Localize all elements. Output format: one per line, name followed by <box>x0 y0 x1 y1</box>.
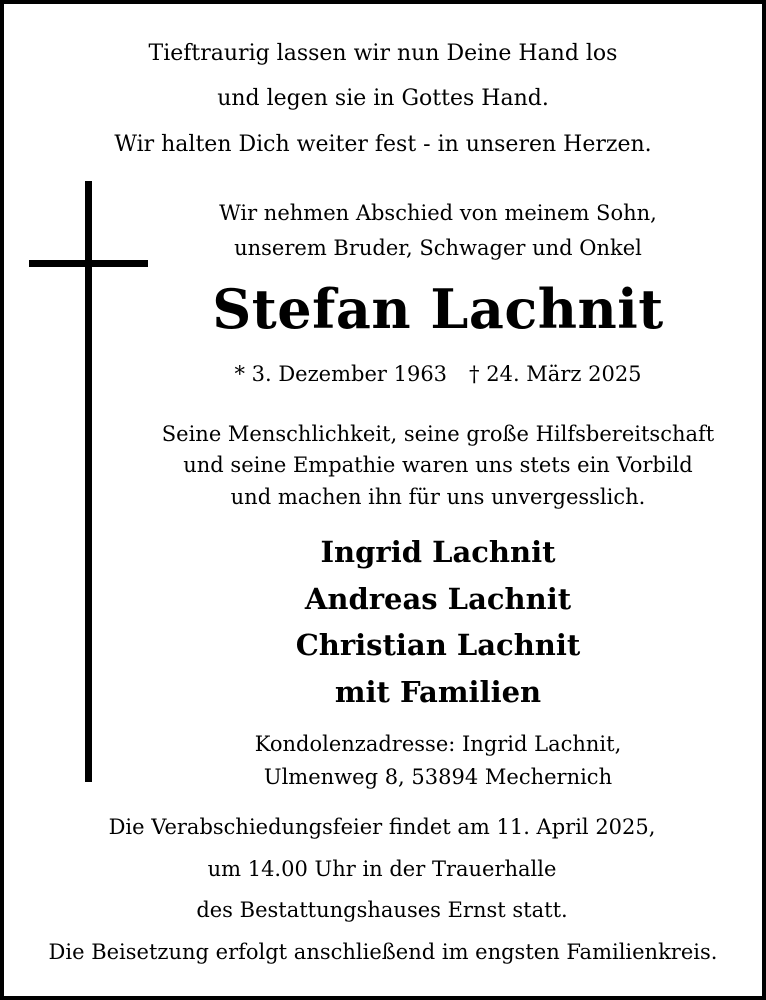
intro-line-1: Tieftraurig lassen wir nun Deine Hand los <box>148 41 618 66</box>
ceremony-line-1: Die Verabschiedungsfeier findet am 11. April 2025, <box>108 815 656 839</box>
tribute-line-3: und machen ihn für uns unvergesslich. <box>230 485 646 509</box>
birth-date: * 3. Dezember 1963 <box>234 362 448 386</box>
mourner-name: Andreas Lachnit <box>304 582 572 616</box>
deceased-name: Stefan Lachnit <box>212 277 664 341</box>
cross-icon <box>85 181 92 782</box>
mourner-name: Christian Lachnit <box>295 628 581 662</box>
mourner-name: Ingrid Lachnit <box>320 535 556 569</box>
farewell-line-2: unserem Bruder, Schwager und Onkel <box>234 236 642 260</box>
mourner-families: mit Familien <box>334 675 542 709</box>
ceremony-line-2: um 14.00 Uhr in der Trauerhalle <box>207 857 557 881</box>
death-date: † 24. März 2025 <box>469 362 642 386</box>
farewell-line-1: Wir nehmen Abschied von meinem Sohn, <box>219 201 657 225</box>
intro-line-2: und legen sie in Gottes Hand. <box>217 86 549 111</box>
ceremony-line-4: Die Beisetzung erfolgt anschließend im engsten Familienkreis. <box>48 940 718 964</box>
condolence-line-2: Ulmenweg 8, 53894 Mechernich <box>263 765 613 789</box>
intro-line-3: Wir halten Dich weiter fest - in unseren Herzen. <box>114 132 652 157</box>
tribute-line-1: Seine Menschlichkeit, seine große Hilfsbereitschaft <box>161 422 715 446</box>
cross-icon-bar <box>29 260 148 267</box>
condolence-line-1: Kondolenzadresse: Ingrid Lachnit, <box>254 732 622 756</box>
ceremony-line-3: des Bestattungshauses Ernst statt. <box>196 898 568 922</box>
tribute-line-2: und seine Empathie waren uns stets ein Vorbild <box>183 453 693 477</box>
life-dates <box>130 364 746 385</box>
